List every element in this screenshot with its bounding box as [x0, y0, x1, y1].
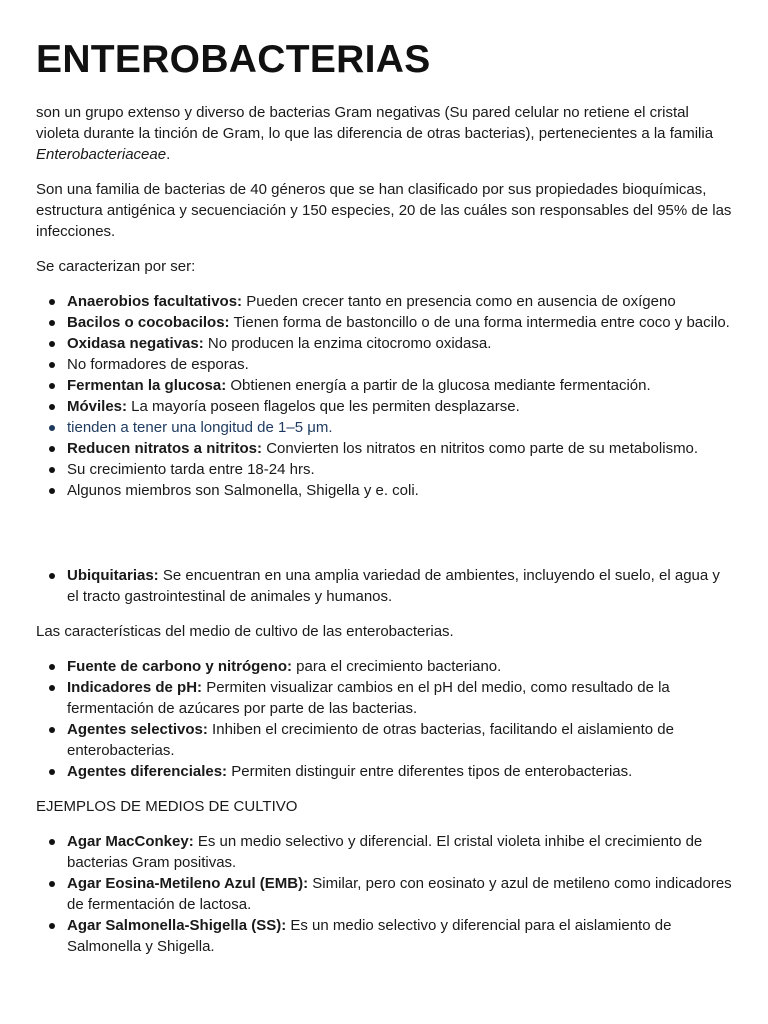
- list-item: Anaerobios facultativos: Pueden crecer tanto en presencia como en ausencia de oxígeno: [67, 291, 732, 312]
- list-item: No formadores de esporas.: [67, 354, 732, 375]
- characteristics-list: [36, 291, 732, 501]
- medium-intro: Las características del medio de cultivo de las enterobacterias.: [36, 623, 454, 640]
- ubiquitous-list: [36, 565, 732, 607]
- page-title: ENTEROBACTERIAS: [36, 38, 431, 81]
- list-item: Fuente de carbono y nitrógeno: para el crecimiento bacteriano.: [67, 656, 732, 677]
- list-item: Su crecimiento tarda entre 18-24 hrs.: [67, 459, 732, 480]
- medium-list: [36, 656, 732, 782]
- list-item: Agar Eosina-Metileno Azul (EMB): Similar, pero con eosinato y azul de metileno como indicadores de fermentación de lactosa.: [67, 875, 732, 913]
- examples-list: [36, 831, 732, 957]
- intro-end: .: [166, 146, 171, 163]
- examples-heading: EJEMPLOS DE MEDIOS DE CULTIVO: [36, 798, 298, 815]
- list-item: Ubiquitarias: Se encuentran en una amplia variedad de ambientes, incluyendo el suelo, el agua y el tracto gastrointestinal de animales y humanos.: [67, 565, 732, 607]
- list-item: Oxidasa negativas: No producen la enzima citocromo oxidasa.: [67, 333, 732, 354]
- list-item: Móviles: La mayoría poseen flagelos que les permiten desplazarse.: [67, 396, 732, 417]
- characteristics-intro: Se caracterizan por ser:: [36, 258, 196, 275]
- list-item: Indicadores de pH: Permiten visualizar cambios en el pH del medio, como resultado de la fermentación de azúcares por parte de las bacterias.: [67, 677, 732, 719]
- intro-paragraph: [36, 102, 732, 165]
- list-item: Fermentan la glucosa: Obtienen energía a partir de la glucosa mediante fermentación.: [67, 375, 732, 396]
- families-paragraph: Son una familia de bacterias de 40 géneros que se han clasificado por sus propiedades bioquímicas, estructura antigénica y secuenciación y 150 especies, 20 de las cuáles son responsables del 95% de las infecciones.: [36, 181, 732, 240]
- list-item: Agar MacConkey: Es un medio selectivo y diferencial. El cristal violeta inhibe el crecimiento de bacterias Gram positivas.: [67, 831, 732, 873]
- list-item: Agentes selectivos: Inhiben el crecimiento de otras bacterias, facilitando el aislamiento de enterobacterias.: [67, 719, 732, 761]
- family-name: Enterobacteriaceae: [36, 146, 167, 163]
- blank-gap: [36, 515, 732, 565]
- list-item: Reducen nitratos a nitritos: Convierten los nitratos en nitritos como parte de su metabolismo.: [67, 438, 732, 459]
- list-item: Agar Salmonella-Shigella (SS): Es un medio selectivo y diferencial para el aislamiento de Salmonella y Shigella.: [67, 915, 732, 957]
- intro-text: son un grupo extenso y diverso de bacterias Gram negativas (Su pared celular no retiene el cristal violeta durante la tinción de Gram, lo que las diferencia de otras bacterias), pertenecientes a la familia: [36, 104, 714, 142]
- list-item-highlight: tienden a tener una longitud de 1–5 μm.: [67, 417, 732, 438]
- list-item: Bacilos o cocobacilos: Tienen forma de bastoncillo o de una forma intermedia entre coco y bacilo.: [67, 312, 732, 333]
- list-item: Algunos miembros son Salmonella, Shigella y e. coli.: [67, 480, 732, 501]
- list-item: Agentes diferenciales: Permiten distinguir entre diferentes tipos de enterobacterias.: [67, 761, 732, 782]
